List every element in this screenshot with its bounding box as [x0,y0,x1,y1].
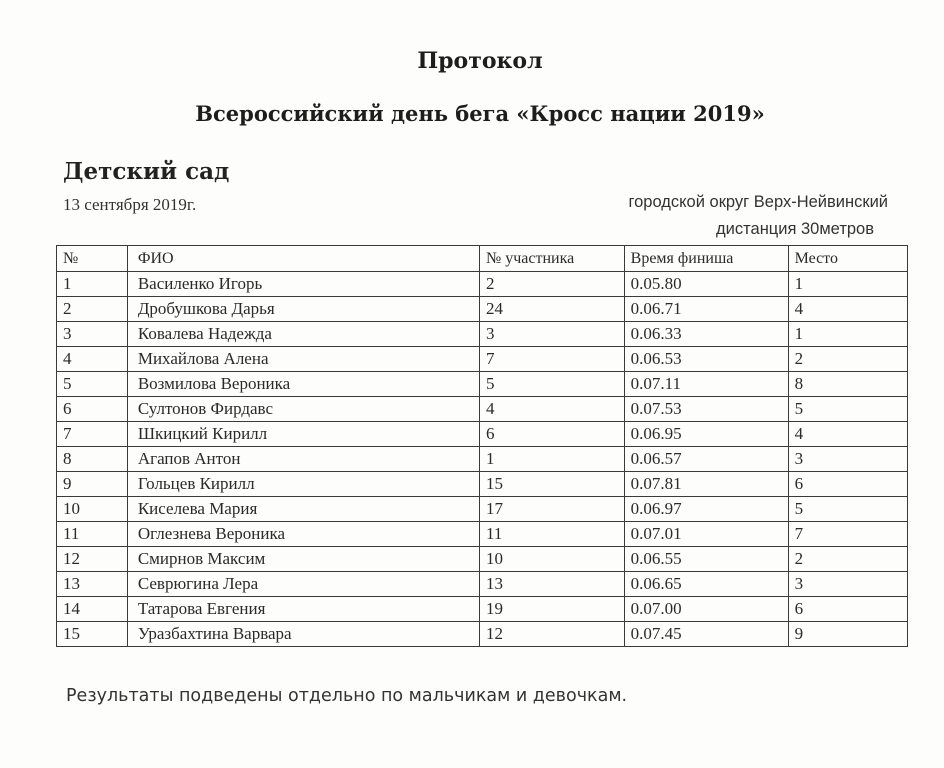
table-row [57,597,908,622]
cell-participant: 17 [479,497,624,522]
section-heading: Детский сад [63,158,230,185]
cell-number: 6 [57,397,128,422]
cell-participant: 13 [479,572,624,597]
cell-place: 7 [788,522,907,547]
cell-place: 8 [788,372,907,397]
table-row [57,472,908,497]
cell-number: 4 [57,347,128,372]
cell-name: Уразбахтина Варвара [127,622,479,647]
table-row [57,622,908,647]
results-table [56,245,908,647]
cell-place: 1 [788,322,907,347]
table-row [57,347,908,372]
cell-number: 12 [57,547,128,572]
cell-finish-time: 0.06.97 [624,497,788,522]
cell-participant: 6 [479,422,624,447]
cell-finish-time: 0.06.57 [624,447,788,472]
cell-finish-time: 0.07.11 [624,372,788,397]
cell-participant: 11 [479,522,624,547]
cell-name: Султонов Фирдавс [127,397,479,422]
table-row [57,322,908,347]
cell-number: 7 [57,422,128,447]
event-date: 13 сентября 2019г. [63,195,197,214]
cell-number: 5 [57,372,128,397]
cell-place: 3 [788,447,907,472]
cell-finish-time: 0.07.45 [624,622,788,647]
cell-participant: 12 [479,622,624,647]
cell-place: 1 [788,272,907,297]
cell-name: Татарова Евгения [127,597,479,622]
cell-finish-time: 0.06.71 [624,297,788,322]
table-row [57,572,908,597]
cell-number: 8 [57,447,128,472]
cell-number: 14 [57,597,128,622]
cell-number: 10 [57,497,128,522]
column-header-name: ФИО [127,246,479,272]
cell-place: 5 [788,497,907,522]
cell-number: 3 [57,322,128,347]
cell-finish-time: 0.06.33 [624,322,788,347]
cell-finish-time: 0.07.00 [624,597,788,622]
cell-name: Агапов Антон [127,447,479,472]
cell-name: Оглезнева Вероника [127,522,479,547]
cell-name: Киселева Мария [127,497,479,522]
cell-finish-time: 0.05.80 [624,272,788,297]
table-row [57,422,908,447]
cell-name: Гольцев Кирилл [127,472,479,497]
cell-participant: 5 [479,372,624,397]
cell-place: 3 [788,572,907,597]
district-label: городской округ Верх-Нейвинский [628,193,888,211]
cell-place: 4 [788,422,907,447]
table-header-row [57,246,908,272]
table-row [57,272,908,297]
cell-participant: 3 [479,322,624,347]
cell-place: 2 [788,547,907,572]
distance-label: дистанция 30метров [716,220,874,238]
cell-number: 1 [57,272,128,297]
cell-finish-time: 0.06.53 [624,347,788,372]
cell-name: Михайлова Алена [127,347,479,372]
cell-name: Возмилова Вероника [127,372,479,397]
table-row [57,297,908,322]
cell-place: 6 [788,597,907,622]
cell-place: 4 [788,297,907,322]
cell-number: 13 [57,572,128,597]
cell-number: 11 [57,522,128,547]
column-header-participant: № участника [479,246,624,272]
cell-name: Василенко Игорь [127,272,479,297]
column-header-place: Место [788,246,907,272]
cell-finish-time: 0.07.53 [624,397,788,422]
table-row [57,522,908,547]
cell-participant: 7 [479,347,624,372]
cell-participant: 1 [479,447,624,472]
column-header-finish-time: Время финиша [624,246,788,272]
cell-place: 6 [788,472,907,497]
cell-finish-time: 0.06.65 [624,572,788,597]
results-body [57,272,908,647]
cell-name: Шкицкий Кирилл [127,422,479,447]
column-header-number: № [57,246,128,272]
table-row [57,397,908,422]
table-row [57,372,908,397]
cell-number: 15 [57,622,128,647]
cell-finish-time: 0.07.81 [624,472,788,497]
cell-participant: 15 [479,472,624,497]
cell-participant: 10 [479,547,624,572]
table-row [57,547,908,572]
cell-participant: 2 [479,272,624,297]
cell-number: 9 [57,472,128,497]
cell-name: Дробушкова Дарья [127,297,479,322]
cell-place: 2 [788,347,907,372]
table-row [57,447,908,472]
cell-finish-time: 0.07.01 [624,522,788,547]
event-subtitle: Всероссийский день бега «Кросс нации 2019» [195,101,765,126]
cell-participant: 19 [479,597,624,622]
cell-number: 2 [57,297,128,322]
cell-name: Севрюгина Лера [127,572,479,597]
page-title: Протокол [417,48,543,74]
results-note: Результаты подведены отдельно по мальчикам и девочкам. [66,686,628,706]
cell-place: 5 [788,397,907,422]
cell-participant: 24 [479,297,624,322]
cell-place: 9 [788,622,907,647]
cell-finish-time: 0.06.95 [624,422,788,447]
cell-name: Ковалева Надежда [127,322,479,347]
table-row [57,497,908,522]
cell-name: Смирнов Максим [127,547,479,572]
cell-participant: 4 [479,397,624,422]
cell-finish-time: 0.06.55 [624,547,788,572]
